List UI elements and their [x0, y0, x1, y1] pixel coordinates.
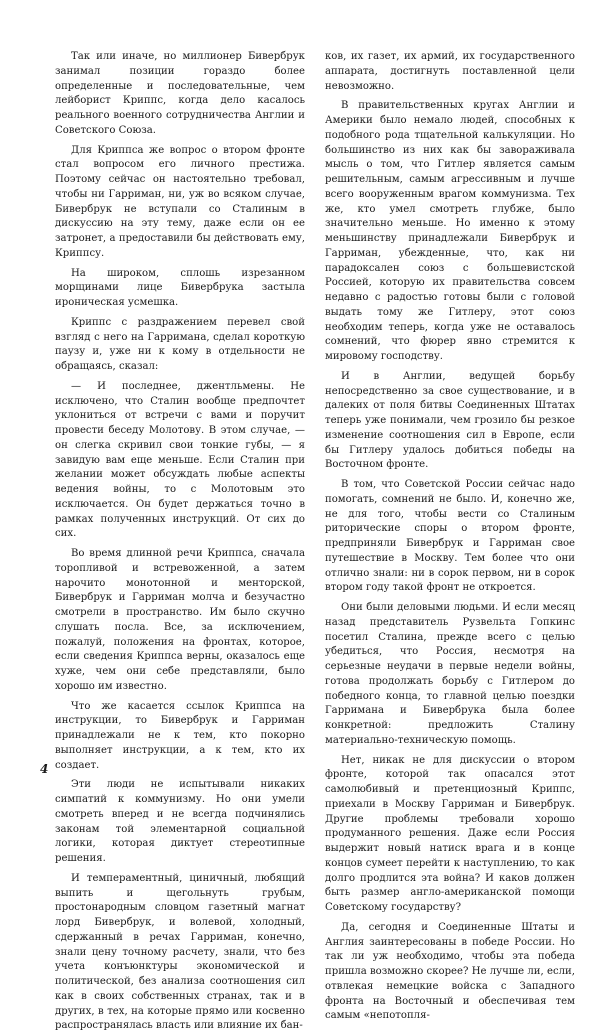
paragraph: В том, что Советской России сейчас надо помогать, сомнений не было. И, конечно же, не для того, чтобы вести со Сталиным риторические споры о втором фронте, предприняли Бивербрук и Гарриман свое путешествие в Москву. Тем более что они отлично знали: ни в сорок первом, ни в сорок втором году такой фронт не откроется. [325, 479, 575, 594]
paragraph: Во время длинной речи Криппса, сначала торопливой и встревоженной, а затем нарочито монотонной и менторской, Бивербрук и Гарриман молча и безучастно смотрели в пространство. Им было скучно слушать посла. Все, за исключением, пожалуй, положения на фронтах, которое, если сведения Криппса верны, оказалось еще хуже, чем они себе представляли, было хорошо им известно. [55, 548, 305, 692]
paragraph: Да, сегодня и Соединенные Штаты и Англия заинтересованы в победе России. Но так ли уж необходимо, чтобы эта победа пришла возможно скорее? Не лучше ли, если, отвлекая немецкие войска с Западного фронта на Восточный и обеспечивая тем самым «непотопля- [325, 921, 575, 1022]
left-column [55, 50, 305, 1032]
paragraph: Что же касается ссылок Криппса на инструкции, то Бивербрук и Гарриман принадлежали не к тем, кто покорно выполняет инструкции, а к тем, кто их создает. [55, 700, 305, 771]
book-page [55, 50, 575, 1032]
paragraph: Они были деловыми людьми. И если месяц назад представитель Рузвельта Гопкинс посетил Сталина, прежде всего с целью убедиться, что Россия, несмотря на серьезные неудачи в первые недели войны, готова продолжать борьбу с Гитлером до победного конца, то главной целью поездки Гарримана и Бивербрука была более конкретной: предложить Сталину материально-техническую помощь. [325, 602, 575, 746]
right-column [325, 50, 575, 1022]
paragraph: Для Криппса же вопрос о втором фронте стал вопросом его личного престижа. Поэтому сейчас он настоятельно требовал, чтобы ни Гарриман, ни, уж во всяком случае, Бивербрук не вступали со Сталиным в дискуссию на эту тему, даже если он ее затронет, а предоставили бы действовать ему, Криппсу. [55, 144, 305, 259]
paragraph: И темпераментный, циничный, любящий выпить и щегольнуть грубым, простонародным словцом газетный магнат лорд Бивербрук, и волевой, холодный, сдержанный в речах Гарриман, конечно, знали цену точному расчету, знали, что без учета конъюнктуры экономической и политической, без анализа соотношения сил как в своих собственных странах, так и в других, в тех, на которые прямо или косвенно распространялась власть или влияние их бан- [55, 872, 305, 1032]
paragraph: В правительственных кругах Англии и Америки было немало людей, способных к подобного рода тщательной калькуляции. Но большинство из них как бы завораживала мысль о том, что Гитлер является самым решительным, самым агрессивным и лучше всего вооруженным врагом коммунизма. Тех же, кто умел смотреть глубже, было значительно меньше. Но именно к этому меньшинству принадлежали Бивербрук и Гарриман, убежденные, что, как ни парадоксален союз с большевистской Россией, которую их правительства совсем недавно с радостью готовы были с головой выдать тому же Гитлеру, этот союз необходим теперь, когда уже не оставалось сомнений, что фюрер явно стремится к мировому господству. [325, 100, 575, 362]
paragraph: Нет, никак не для дискуссии о втором фронте, которой так опасался этот самолюбивый и претенциозный Криппс, приехали в Москву Гарриман и Бивербрук. Другие проблемы требовали хорошо продуманного решения. Даже если Россия выдержит новый натиск врага и в конце концов сумеет перейти к наступлению, то как долго продлится эта война? И каков должен быть размер англо-американской помощи Советскому государству? [325, 754, 575, 913]
paragraph: Эти люди не испытывали никаких симпатий к коммунизму. Но они умели смотреть вперед и не всегда подчинялись законам той элементарной социальной логики, которая диктует стереотипные решения. [55, 779, 305, 864]
paragraph: Так или иначе, но миллионер Бивербрук занимал позиции гораздо более определенные и последовательные, чем лейборист Криппс, когда дело касалось реального военного сотрудничества Англии и Советского Союза. [55, 51, 305, 136]
paragraph: — И последнее, джентльмены. Не исключено, что Сталин вообще предпочтет уклониться от встречи с вами и поручит провести беседу Молотову. В этом случае, — он слегка скривил свои тонкие губы, — я завидую вам еще меньше. Если Сталин при желании может обсуждать любые аспекты ведения войны, то с Молотовым это исключается. Он будет держаться точно в рамках полученных инструкций. От сих до сих. [55, 380, 305, 540]
page-number: 4 [40, 762, 49, 776]
paragraph: И в Англии, ведущей борьбу непосредственно за свое существование, и в далеких от поля битвы Соединенных Штатах теперь уже понимали, чем грозило бы резкое изменение соотношения сил в Европе, если бы Гитлеру удалось добиться победы на Восточном фронте. [325, 370, 575, 471]
paragraph: Криппс с раздражением перевел свой взгляд с него на Гарримана, сделал короткую паузу и, уже ни к кому в отдельности не обращаясь, сказал: [55, 316, 305, 372]
paragraph-continuation: ков, их газет, их армий, их государственного аппарата, достигнуть поставленной цели невозможно. [325, 51, 575, 92]
paragraph: На широком, сплошь изрезанном морщинами лице Бивербрука застыла ироническая усмешка. [55, 267, 305, 308]
